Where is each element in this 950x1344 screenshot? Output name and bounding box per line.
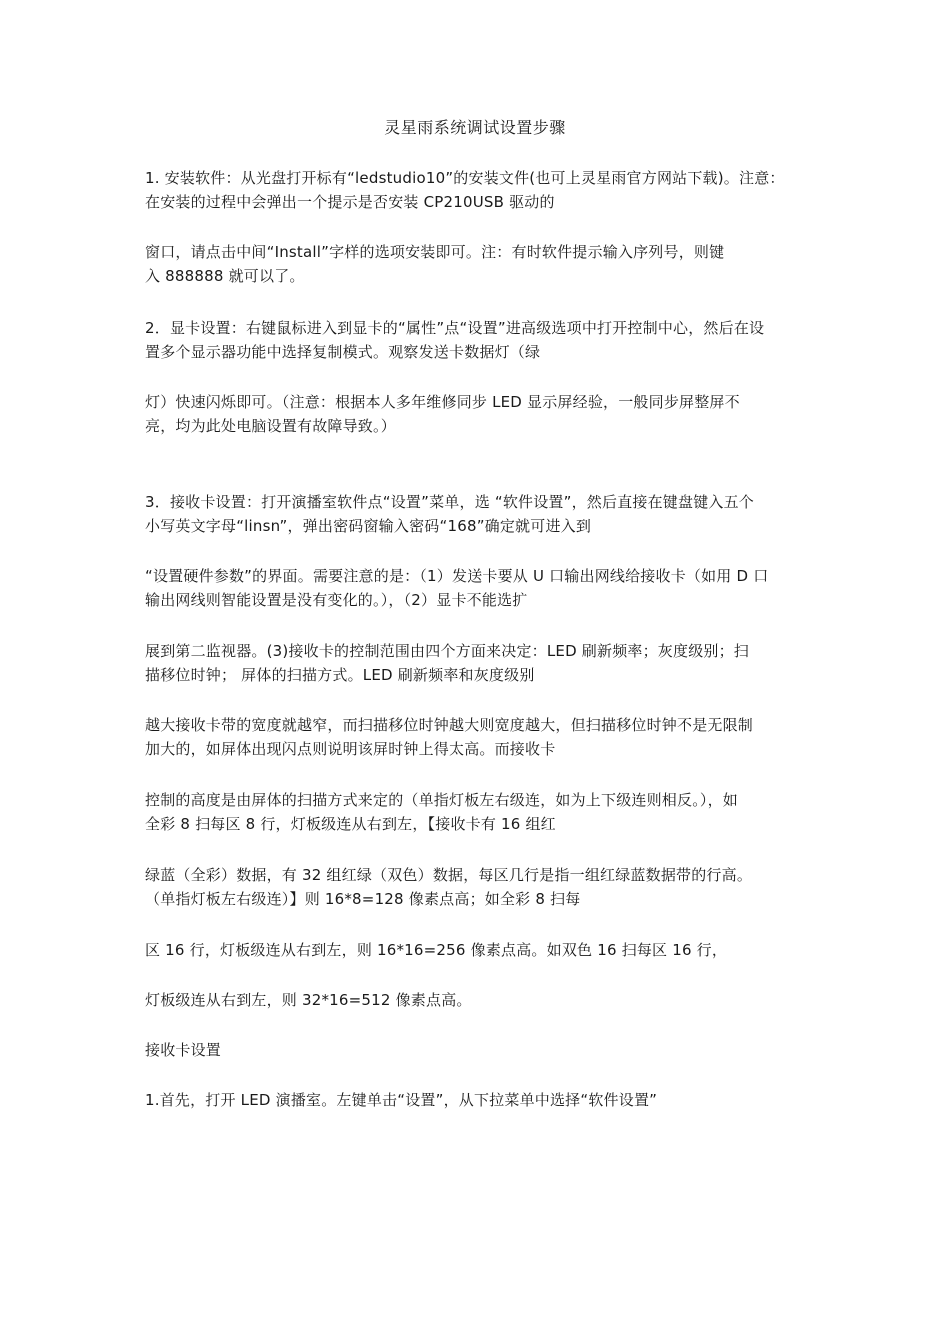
text-line: 2．显卡设置：右键鼠标进入到显卡的“属性”点“设置”进高级选项中打开控制中心，然后在设: [145, 319, 765, 337]
paragraph-pixel-height-512: [145, 988, 813, 1012]
text-line: 窗口，请点击中间“Install”字样的选项安装即可。注：有时软件提示输入序列号，则键: [145, 243, 725, 261]
text-line: 接收卡设置: [145, 1041, 222, 1059]
paragraph-control-range: [145, 639, 813, 687]
paragraph-install-software: [145, 166, 813, 214]
paragraph-data-groups: [145, 863, 813, 911]
paragraph-pixel-height-256: [145, 938, 813, 962]
text-line: 小写英文字母“linsn”，弹出密码窗输入密码“168”确定就可进入到: [145, 517, 592, 535]
text-line: （单指灯板左右级连）】则 16*8=128 像素点高；如全彩 8 扫每: [145, 890, 581, 908]
text-line: 置多个显示器功能中选择复制模式。观察发送卡数据灯（绿: [145, 343, 541, 361]
text-line: 加大的，如屏体出现闪点则说明该屏时钟上得太高。而接收卡: [145, 740, 556, 758]
paragraph-display-card-note: [145, 390, 813, 438]
text-line: 控制的高度是由屏体的扫描方式来定的（单指灯板左右级连，如为上下级连则相反。），如: [145, 791, 739, 809]
text-line: 3．接收卡设置：打开演播室软件点“设置”菜单，选 “软件设置”，然后直接在键盘键入五个: [145, 493, 754, 511]
text-line: 描移位时钟； 屏体的扫描方式。LED 刷新频率和灰度级别: [145, 666, 535, 684]
text-line: 展到第二监视器。(3)接收卡的控制范围由四个方面来决定：LED 刷新频率；灰度级别；扫: [145, 642, 750, 660]
text-line: 全彩 8 扫每区 8 行，灯板级连从右到左，【接收卡有 16 组红: [145, 815, 556, 833]
text-line: “设置硬件参数”的界面。需要注意的是：（1）发送卡要从 U 口输出网线给接收卡（如用 D 口: [145, 567, 769, 585]
paragraph-width-clock: [145, 713, 813, 761]
paragraph-install-window: [145, 240, 813, 288]
paragraph-step-one: [145, 1088, 813, 1112]
document-title: 灵星雨系统调试设置步骤: [384, 118, 566, 137]
text-line: 亮，均为此处电脑设置有故障导致。）: [145, 417, 396, 435]
paragraph-height-scan: [145, 788, 813, 836]
paragraph-display-card: [145, 316, 813, 364]
text-line: 输出网线则智能设置是没有变化的。），（2）显卡不能选扩: [145, 591, 528, 609]
text-line: 入 888888 就可以了。: [145, 267, 305, 285]
text-line: 区 16 行，灯板级连从右到左，则 16*16=256 像素点高。如双色 16 扫每区 16 行，: [145, 941, 728, 959]
paragraph-hardware-params: [145, 564, 813, 612]
text-line: 越大接收卡带的宽度就越窄，而扫描移位时钟越大则宽度越大，但扫描移位时钟不是无限制: [145, 716, 754, 734]
text-line: 绿蓝（全彩）数据，有 32 组红绿（双色）数据，每区几行是指一组红绿蓝数据带的行高。: [145, 866, 753, 884]
text-line: 1.首先，打开 LED 演播室。左键单击“设置”，从下拉菜单中选择“软件设置”: [145, 1091, 658, 1109]
text-line: 灯板级连从右到左，则 32*16=512 像素点高。: [145, 991, 472, 1009]
paragraph-receiver-card: [145, 490, 813, 538]
text-line: 在安装的过程中会弹出一个提示是否安装 CP210USB 驱动的: [145, 193, 555, 211]
section-heading-receiver-setup: [145, 1038, 813, 1062]
text-line: 灯）快速闪烁即可。（注意：根据本人多年维修同步 LED 显示屏经验，一般同步屏整屏不: [145, 393, 740, 411]
text-line: 1. 安装软件：从光盘打开标有“ledstudio10”的安装文件(也可上灵星雨官方网站下载)。注意：: [145, 169, 785, 187]
